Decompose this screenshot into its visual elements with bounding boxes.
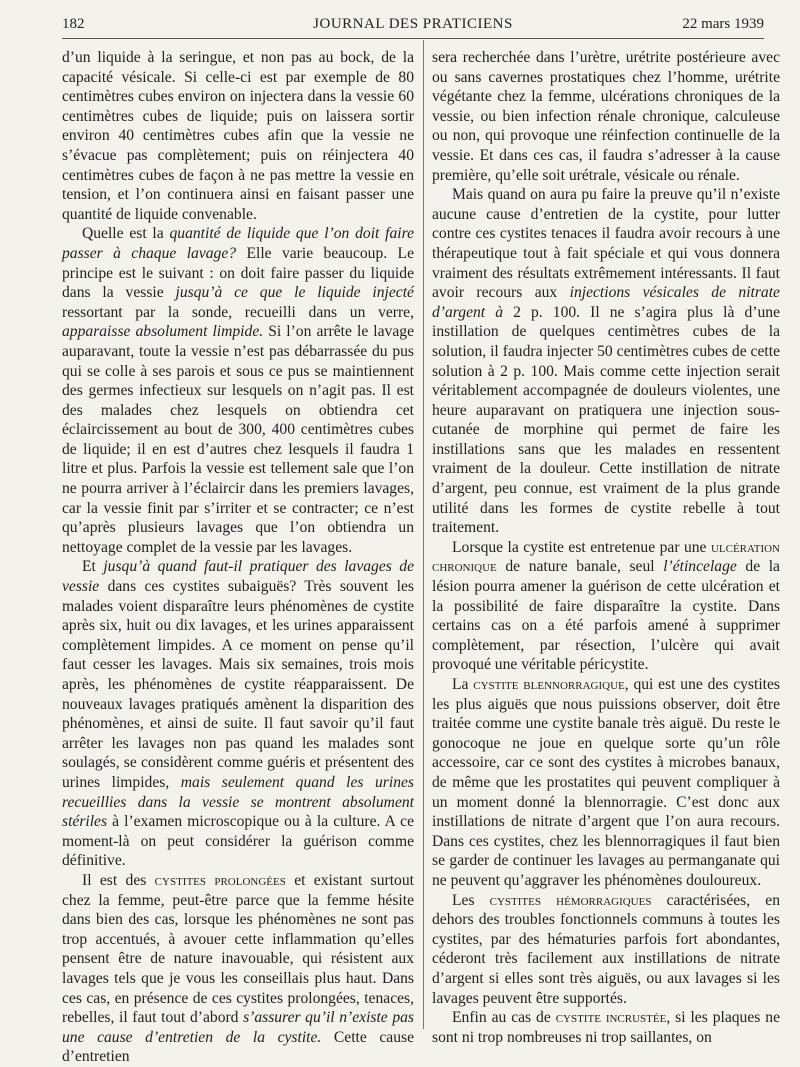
right-column xyxy=(432,48,780,1047)
page-number: 182 xyxy=(62,16,85,33)
journal-title: JOURNAL DES PRATICIENS xyxy=(62,16,764,33)
header-rule xyxy=(62,38,764,39)
paragraph: sera recherchée dans l’urètre, urétrite postérieure avec ou sans cavernes prostatiques chez l’homme, urétrite végétante chez la femme, ulcérations chroniques de la vessie, ou bien infection rénale chronique, calculeuse ou non, qui provoque une réinfection continuelle de la vessie. Et dans ces cas, il faudra s’adresser à la cause première, qu’elle soit urétrale, vésicale ou rénale. xyxy=(432,48,780,185)
paragraph: Il est des cystites prolongées et existant surtout chez la femme, peut-être parce que la femme hésite dans bien des cas, lorsque les phénomènes ne sont pas trop accentués, à avouer cette inflammation qu’elles pensent être de nature inavouable, qui résistent aux lavages tels que je vous les conseillais plus haut. Dans ces cas, en présence de ces cystites prolongées, tenaces, rebelles, il faut tout d’abord s’assurer qu’il n’existe pas une cause d’entretien de la cystite. Cette cause d’entretien xyxy=(62,871,414,1067)
page-header xyxy=(62,10,764,38)
paragraph: Les cystites hémorragiques caractérisées, en dehors des troubles fonctionnels communs à toutes les cystites, par des hématuries parfois fort abondantes, céderont très facilement aux instillations de nitrate d’argent si elles sont très aiguës, ou aux lavages si les lavages peuvent être supportés. xyxy=(432,891,780,1009)
paragraph: Quelle est la quantité de liquide que l’on doit faire passer à chaque lavage? Elle varie beaucoup. Le principe est le suivant : on doit faire passer du liquide dans la vessie jusqu’à ce que le liquide injecté ressortant par la sonde, recueilli dans un verre, apparaisse absolument limpide. Si l’on arrête le lavage auparavant, toute la vessie n’est pas débarrassée du pus qui se colle à ses parois et sous ce pus se maintiennent des germes infectieux sur lesquels on n’agit pas. Il est des malades chez lesquels on obtiendra cet éclaircissement au bout de 300, 400 centimètres cubes de liquide; il en est d’autres chez lesquels il faudra 1 litre et plus. Parfois la vessie est tellement sale que l’on ne pourra arriver à l’éclaircir dans les premiers lavages, car la vessie finit par s’irriter et se contracter; ce n’est qu’après plusieurs lavages que l’on obtiendra un nettoyage complet de la vessie par les lavages. xyxy=(62,224,414,557)
paragraph: La cystite blennorragique, qui est une des cystites les plus aiguës que nous puissions observer, doit être traitée comme une cystite banale très aiguë. Du reste le gonocoque ne joue en quelque sorte qu’un rôle accessoire, car ce sont des cystites à microbes banaux, de même que les prostatites qui peuvent compliquer à un moment donné la blennorragie. C’est donc aux instillations de nitrate d’argent que l’on aura recours. Dans ces cystites, chez les blennorragiques il faut bien se garder de continuer les lavages au permanganate qui ne peuvent qu’aggraver les phénomènes douloureux. xyxy=(432,675,780,891)
paragraph: Et jusqu’à quand faut-il pratiquer des lavages de vessie dans ces cystites subaiguës? Très souvent les malades voient disparaître leurs phénomènes de cystite après six, huit ou dix lavages, et les urines apparaissent complètement limpides. A ce moment on pense qu’il faut cesser les lavages. Mais six semaines, trois mois après, les phénomènes de cystite réapparaissent. De nouveaux lavages pratiqués amènent la disparition des phénomènes, et ainsi de suite. Il faut savoir qu’il faut arrêter les lavages non pas quand les malades sont soulagés, se considèrent comme guéris et présentent des urines limpides, mais seulement quand les urines recueillies dans la vessie se montrent absolument stériles à l’examen microscopique ou à la culture. A ce moment-là on peut considérer la guérison comme définitive. xyxy=(62,557,414,871)
paragraph: Mais quand on aura pu faire la preuve qu’il n’existe aucune cause d’entretien de la cystite, pour lutter contre ces cystites tenaces il faudra avoir recours à une thérapeutique tout à fait spéciale et qui vous donnera vraiment des résultats extrêmement intéressants. Il faut avoir recours aux injections vésicales de nitrate d’argent à 2 p. 100. Il ne s’agira plus là d’une instillation de quelques centimètres cubes de la solution, il faudra injecter 50 centimètres cubes de cette solution à 2 p. 100. Mais comme cette injection serait véritablement accompagnée de douleurs violentes, une heure auparavant on pratiquera une injection sous-cutanée de morphine qui permet de faire les instillations sans que les malades en ressentent vraiment de la douleur. Cette instillation de nitrate d’argent, peu connue, est vraiment de la plus grande utilité dans les formes de cystite rebelle à tout traitement. xyxy=(432,185,780,538)
left-column xyxy=(62,48,414,1067)
paragraph: Lorsque la cystite est entretenue par une ulcération chronique de nature banale, seul l’étincelage de la lésion pourra amener la guérison de cette ulcération et la possibilité de faire disparaître la cystite. Dans certains cas on a été parfois amené à supprimer complètement, par résection, l’ulcère qui avait provoqué une véritable péricystite. xyxy=(432,538,780,675)
column-divider xyxy=(423,40,424,1029)
paragraph: d’un liquide à la seringue, et non pas au bock, de la capacité vésicale. Si celle-ci est par exemple de 80 centimètres cubes environ on injectera dans la vessie 60 centimètres cubes de liquide; puis on laissera sortir environ 40 centimètres cubes afin que la vessie ne s’évacue pas complètement; puis on réinjectera 40 centimètres cubes de façon à ne pas mettre la vessie en tension, et l’on continuera ainsi en faisant passer une quantité de liquide convenable. xyxy=(62,48,414,224)
paragraph: Enfin au cas de cystite incrustée, si les plaques ne sont ni trop nombreuses ni trop saillantes, on xyxy=(432,1008,780,1047)
issue-date: 22 mars 1939 xyxy=(682,16,764,33)
